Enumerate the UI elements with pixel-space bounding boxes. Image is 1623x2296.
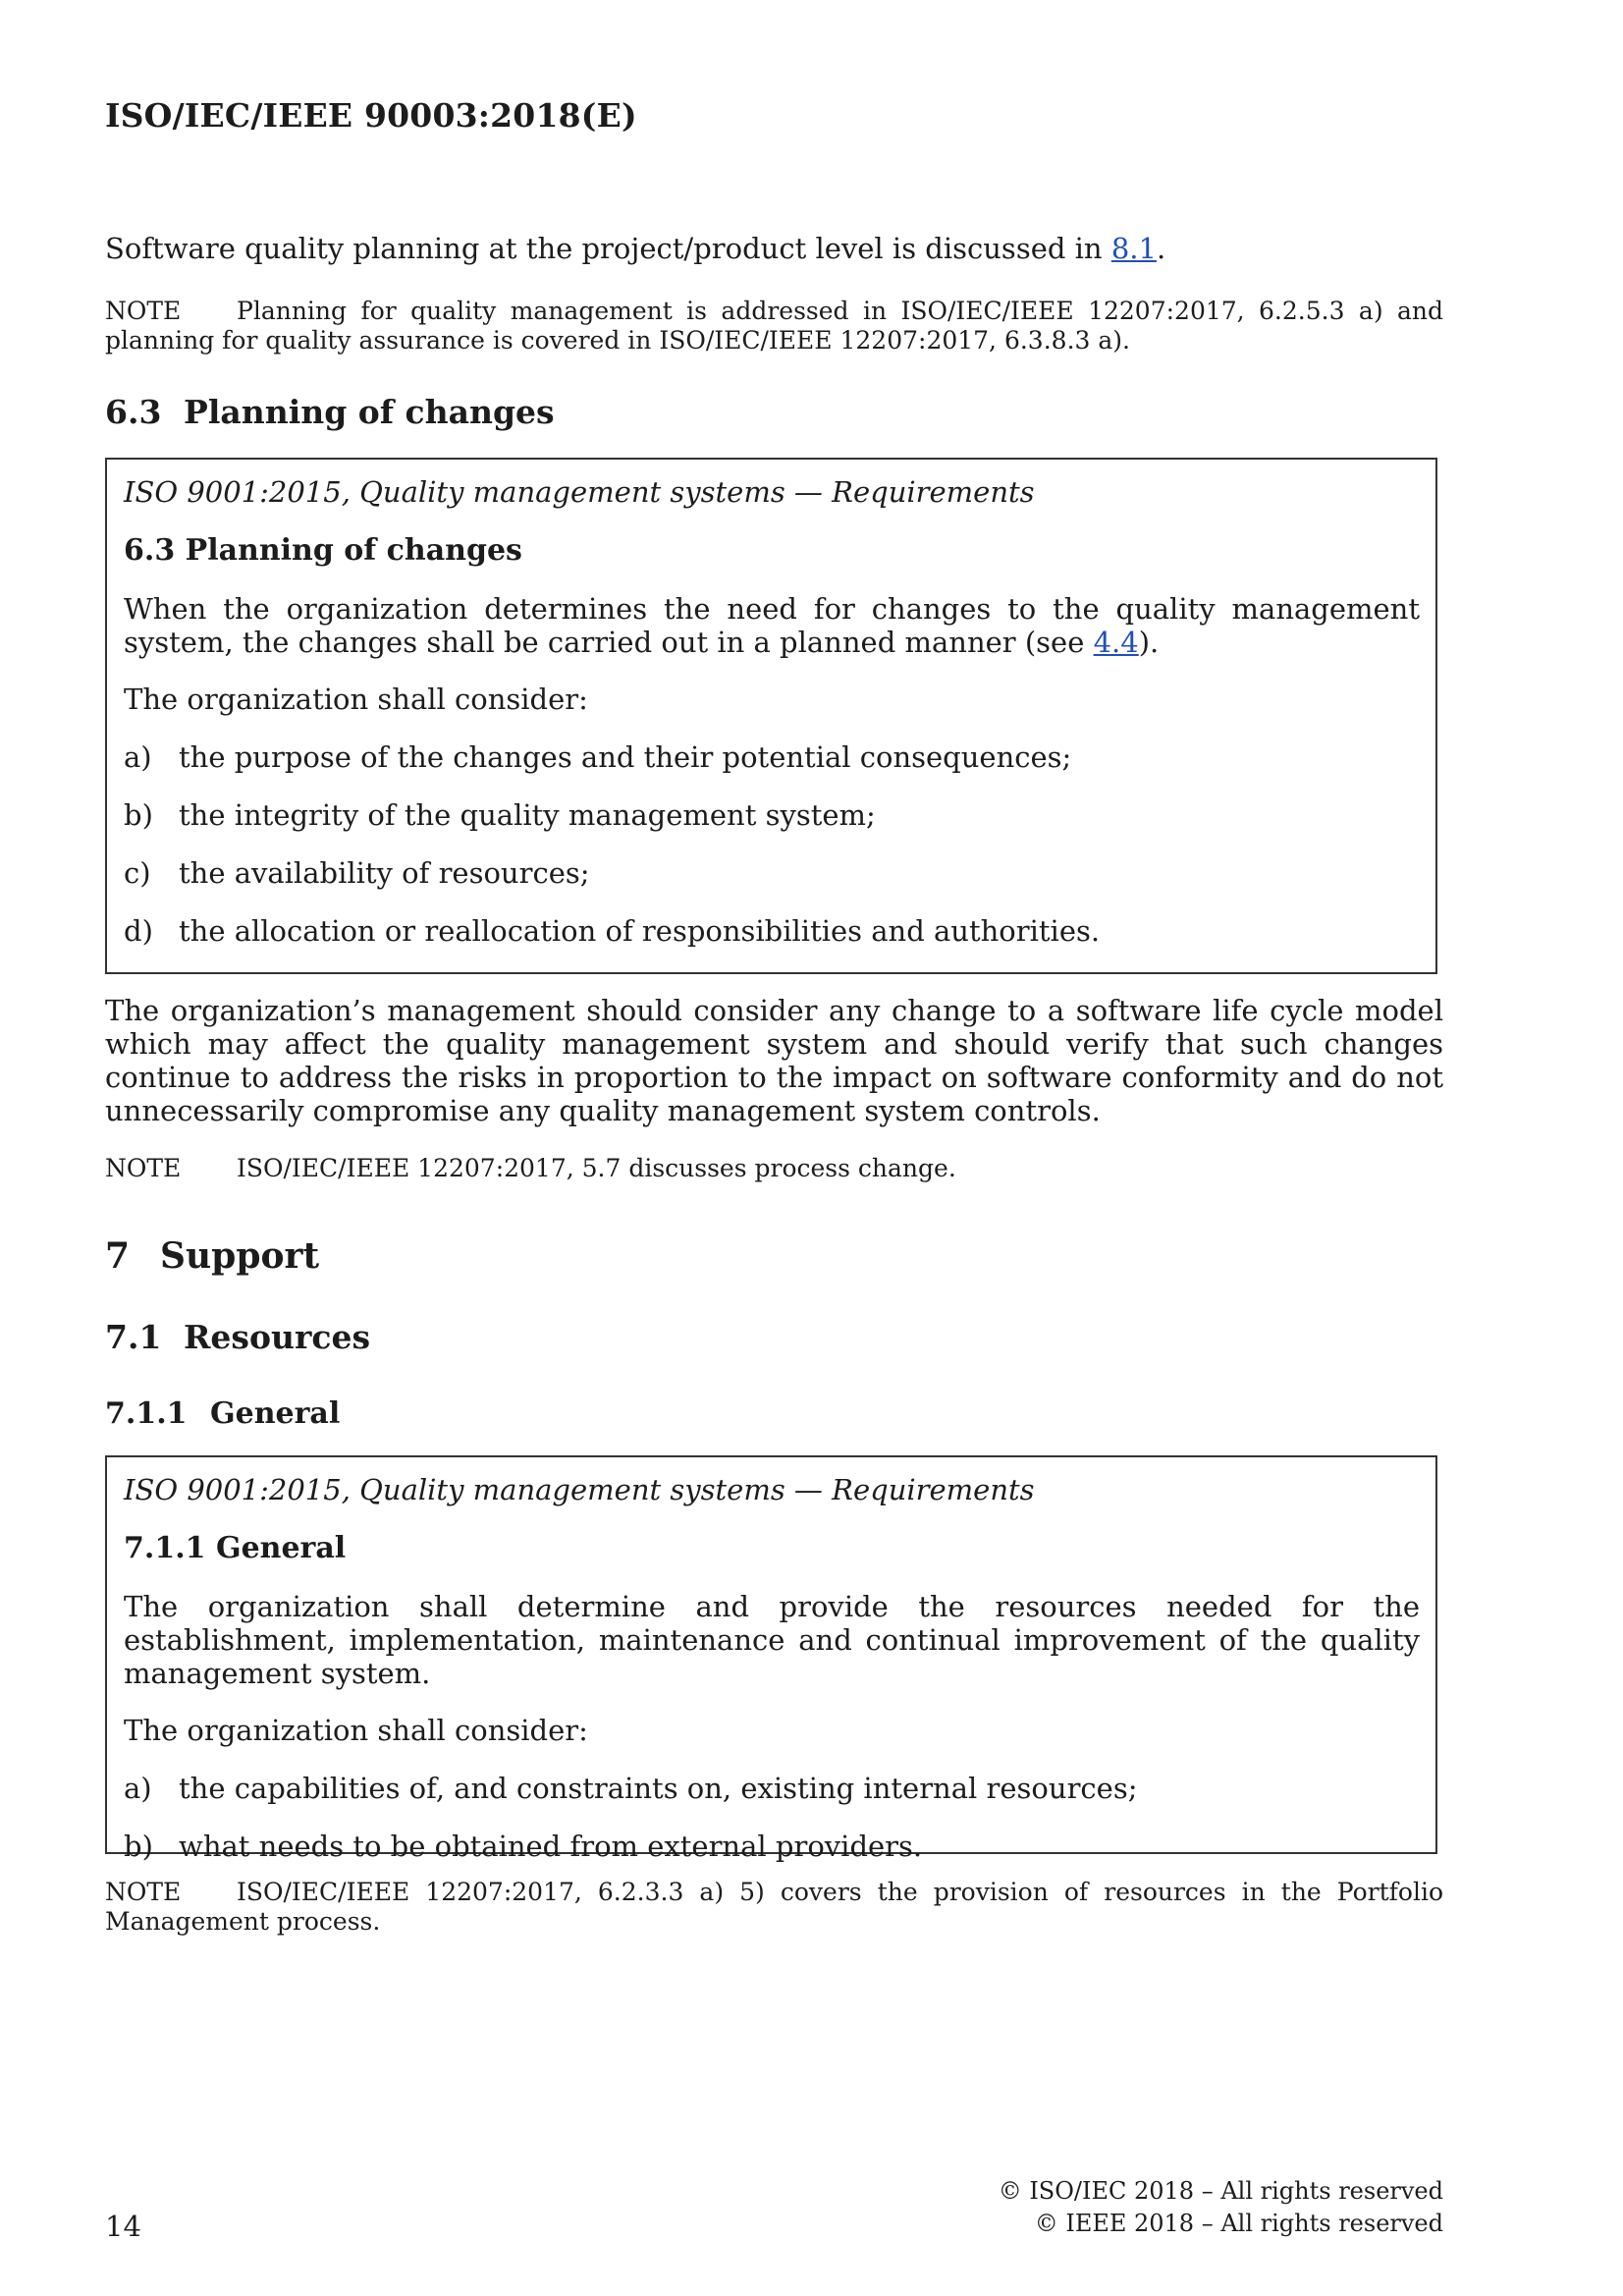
section-7-1-1-note (105, 1878, 1443, 1937)
list-text: the purpose of the changes and their potential consequences; (179, 740, 1072, 774)
intro-paragraph (105, 232, 1443, 265)
section-6-3-paragraph: The organization’s management should consider any change to a software life cycle model which may affect the quality management system and should verify that such changes continue to address the risks in proportion to the impact on software conformity and do not unnecessarily compromise any quality management system controls. (105, 994, 1443, 1127)
list-item (124, 798, 1420, 832)
clause-4-4-link[interactable]: 4.4 (1093, 626, 1139, 659)
list-key: b) (124, 798, 153, 832)
quote-consider: The organization shall consider: (124, 683, 588, 716)
list-key: c) (124, 856, 151, 890)
quote-heading: 7.1.1 General (124, 1531, 347, 1565)
section-number: 7 (105, 1235, 131, 1277)
intro-text: Software quality planning at the project/product level is discussed in (105, 232, 1111, 265)
list-item (124, 1772, 1420, 1805)
section-title: Planning of changes (184, 393, 555, 431)
section-title: General (210, 1396, 341, 1431)
section-7-1-1-heading (105, 1396, 1443, 1431)
section-6-3-heading (105, 393, 1443, 431)
section-7-heading (105, 1235, 1443, 1277)
quote-text: When the organization determines the need for changes to the quality management system, the changes shall be carried out in a planned manner (see (124, 592, 1420, 659)
list-text: the capabilities of, and constraints on, existing internal resources; (179, 1772, 1138, 1805)
copyright-notice (999, 2175, 1443, 2240)
quote-text-end: ). (1138, 626, 1160, 659)
section-title: Support (160, 1235, 320, 1277)
note-label: NOTE (105, 1154, 182, 1182)
quote-source: ISO 9001:2015, Quality management systems — Requirements (124, 1473, 1035, 1506)
section-7-1-heading (105, 1318, 1443, 1356)
document-id-header: ISO/IEC/IEEE 90003:2018(E) (105, 96, 637, 135)
page-number: 14 (105, 2210, 141, 2243)
list-key: a) (124, 740, 152, 774)
section-title: Resources (184, 1318, 371, 1356)
list-item (124, 740, 1420, 774)
section-number: 7.1 (105, 1318, 162, 1356)
intro-text-end: . (1156, 232, 1166, 265)
copyright-iso-iec: © ISO/IEC 2018 – All rights reserved (998, 2177, 1443, 2205)
list-text: the integrity of the quality management system; (179, 798, 876, 832)
iso-9001-quote-box-7-1-1 (105, 1455, 1437, 1863)
section-number: 7.1.1 (105, 1396, 188, 1431)
clause-8-1-link[interactable]: 8.1 (1110, 232, 1157, 265)
quote-source: ISO 9001:2015, Quality management systems — Requirements (124, 475, 1035, 509)
list-key: b) (124, 1830, 153, 1863)
list-text: what needs to be obtained from external providers. (179, 1830, 923, 1863)
list-key: a) (124, 1772, 152, 1805)
list-item (124, 856, 1420, 890)
list-text: the allocation or reallocation of responsibilities and authorities. (179, 914, 1101, 948)
note-label: NOTE (105, 1878, 182, 1906)
section-number: 6.3 (105, 393, 162, 431)
quote-heading: 6.3 Planning of changes (124, 533, 522, 568)
list-item (124, 1830, 1420, 1863)
list-item (124, 914, 1420, 948)
quote-consider: The organization shall consider: (124, 1714, 588, 1747)
intro-note (105, 297, 1443, 355)
note-label: NOTE (105, 297, 182, 325)
note-text: ISO/IEC/IEEE 12207:2017, 5.7 discusses process change. (237, 1154, 956, 1182)
copyright-ieee: © IEEE 2018 – All rights reserved (1034, 2210, 1443, 2237)
iso-9001-quote-box-6-3 (105, 458, 1437, 974)
list-key: d) (124, 914, 153, 948)
quote-paragraph: The organization shall determine and provide the resources needed for the establishment, implementation, maintenance and continual improvement of the quality management system. (124, 1590, 1420, 1690)
note-text: Planning for quality management is addressed in ISO/IEC/IEEE 12207:2017, 6.2.5.3 a) and planning for quality assurance is covered in ISO/IEC/IEEE 12207:2017, 6.3.8.3 a). (105, 297, 1443, 355)
section-6-3-note (105, 1154, 1443, 1183)
note-text: ISO/IEC/IEEE 12207:2017, 6.2.3.3 a) 5) covers the provision of resources in the Portfolio Management process. (105, 1878, 1443, 1936)
quote-paragraph (124, 592, 1420, 659)
list-text: the availability of resources; (179, 856, 590, 890)
